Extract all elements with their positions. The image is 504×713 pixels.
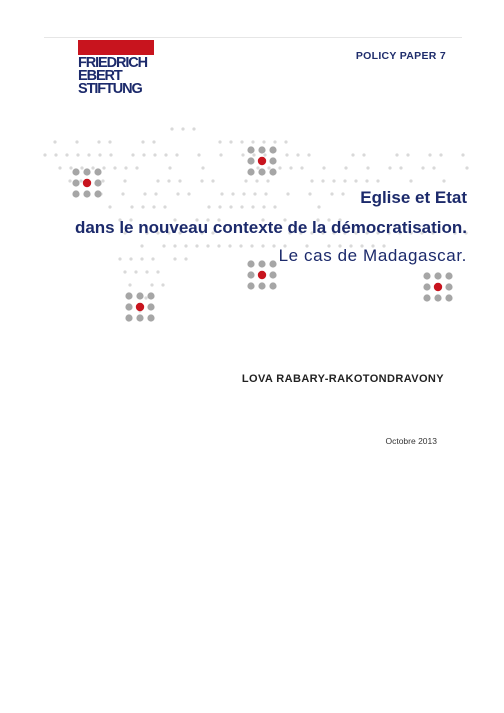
- map-dot: [244, 179, 247, 182]
- map-dot: [421, 166, 424, 169]
- map-dot: [200, 179, 203, 182]
- map-cluster-dot: [269, 157, 276, 164]
- map-dot: [156, 179, 159, 182]
- map-dot: [465, 166, 468, 169]
- map-dot: [330, 192, 333, 195]
- map-dot: [170, 127, 173, 130]
- map-cluster-dot: [423, 272, 430, 279]
- map-cluster-dot: [247, 146, 254, 153]
- map-dot: [284, 140, 287, 143]
- map-dot: [239, 244, 242, 247]
- map-highlight-dot: [83, 179, 91, 187]
- map-dot: [143, 192, 146, 195]
- map-dot: [154, 192, 157, 195]
- map-dot: [255, 179, 258, 182]
- map-cluster-dot: [445, 283, 452, 290]
- map-dot: [135, 166, 138, 169]
- map-cluster-dot: [445, 294, 452, 301]
- map-dot: [76, 153, 79, 156]
- map-dot: [307, 153, 310, 156]
- map-cluster-dot: [136, 292, 143, 299]
- map-dot: [310, 179, 313, 182]
- map-dot: [207, 205, 210, 208]
- map-cluster-dot: [83, 168, 90, 175]
- map-dot: [97, 140, 100, 143]
- map-dot: [75, 140, 78, 143]
- map-dot: [123, 270, 126, 273]
- map-cluster-dot: [247, 260, 254, 267]
- map-cluster-dot: [258, 260, 265, 267]
- map-cluster-dot: [125, 303, 132, 310]
- map-dot: [195, 244, 198, 247]
- map-dot: [250, 244, 253, 247]
- logo-line-2: EBERT: [78, 68, 122, 84]
- map-dot: [206, 244, 209, 247]
- map-dot: [428, 153, 431, 156]
- map-dot: [145, 270, 148, 273]
- map-cluster-dot: [434, 272, 441, 279]
- map-dot: [197, 153, 200, 156]
- map-dot: [241, 153, 244, 156]
- map-cluster-dot: [269, 282, 276, 289]
- map-dot: [173, 257, 176, 260]
- map-dot: [285, 153, 288, 156]
- map-dot: [439, 153, 442, 156]
- map-dot: [351, 153, 354, 156]
- logo-line-3: STIFTUNG: [78, 81, 142, 97]
- map-dot: [163, 205, 166, 208]
- map-cluster-dot: [269, 168, 276, 175]
- map-dot: [65, 153, 68, 156]
- map-dot: [178, 179, 181, 182]
- map-dot: [141, 205, 144, 208]
- logo-line-1: FRIEDRICH: [78, 55, 148, 71]
- map-dot: [173, 244, 176, 247]
- map-dot: [175, 153, 178, 156]
- title-line-2: dans le nouveau contexte de la démocratisation.: [74, 218, 467, 237]
- map-dot: [272, 244, 275, 247]
- map-dot: [273, 140, 276, 143]
- map-dot: [53, 140, 56, 143]
- map-cluster-dot: [247, 271, 254, 278]
- map-dot: [240, 205, 243, 208]
- map-dot: [130, 205, 133, 208]
- map-cluster-dot: [247, 168, 254, 175]
- map-dot: [253, 192, 256, 195]
- map-dot: [108, 205, 111, 208]
- map-cluster-dot: [247, 157, 254, 164]
- map-cluster-dot: [94, 179, 101, 186]
- map-cluster-dot: [125, 292, 132, 299]
- map-dot: [263, 153, 266, 156]
- map-dot: [308, 192, 311, 195]
- map-dot: [229, 140, 232, 143]
- map-dot: [129, 257, 132, 260]
- map-dot: [409, 179, 412, 182]
- map-dot: [365, 179, 368, 182]
- map-dot: [406, 153, 409, 156]
- map-dot: [278, 166, 281, 169]
- map-cluster-dot: [269, 271, 276, 278]
- map-dot: [262, 205, 265, 208]
- map-dot: [168, 166, 171, 169]
- map-dot: [251, 205, 254, 208]
- map-dot: [300, 166, 303, 169]
- map-cluster-dot: [147, 303, 154, 310]
- title-line-3: Le cas de Madagascar.: [278, 246, 467, 265]
- map-dot: [201, 166, 204, 169]
- map-dot: [217, 244, 220, 247]
- map-highlight-dot: [434, 283, 442, 291]
- map-dot: [252, 153, 255, 156]
- map-cluster-dot: [445, 272, 452, 279]
- publication-date: Octobre 2013: [385, 436, 437, 446]
- map-dot: [362, 153, 365, 156]
- map-dot: [87, 153, 90, 156]
- map-dot: [187, 192, 190, 195]
- author-name: LOVA RABARY-RAKOTONDRAVONY: [241, 373, 444, 385]
- map-dot: [131, 153, 134, 156]
- map-dot: [184, 257, 187, 260]
- map-cluster-dot: [94, 168, 101, 175]
- map-dot: [156, 270, 159, 273]
- map-dot: [58, 166, 61, 169]
- map-dot: [395, 153, 398, 156]
- map-dot: [343, 179, 346, 182]
- map-dot: [80, 166, 83, 169]
- map-dot: [113, 166, 116, 169]
- map-dot: [152, 140, 155, 143]
- map-cluster-dot: [258, 146, 265, 153]
- map-dot: [176, 192, 179, 195]
- series-label: POLICY PAPER 7: [355, 50, 446, 62]
- map-dot: [220, 192, 223, 195]
- map-dot: [151, 257, 154, 260]
- map-dot: [228, 244, 231, 247]
- map-highlight-dot: [258, 157, 266, 165]
- map-dot: [262, 140, 265, 143]
- map-cluster-dot: [83, 190, 90, 197]
- map-dot: [98, 153, 101, 156]
- map-dot: [54, 153, 57, 156]
- map-cluster-dot: [147, 314, 154, 321]
- map-dot: [161, 283, 164, 286]
- map-cluster-dot: [423, 283, 430, 290]
- map-dot: [264, 192, 267, 195]
- map-cluster-dot: [247, 282, 254, 289]
- map-cluster-dot: [258, 168, 265, 175]
- map-dot: [144, 296, 147, 299]
- map-dot: [341, 192, 344, 195]
- map-dot: [261, 244, 264, 247]
- map-dot: [219, 153, 222, 156]
- map-dot: [102, 166, 105, 169]
- map-dot: [251, 140, 254, 143]
- map-dot: [134, 270, 137, 273]
- map-dot: [167, 179, 170, 182]
- map-dot: [321, 179, 324, 182]
- map-dot: [142, 153, 145, 156]
- map-cluster-dot: [136, 314, 143, 321]
- map-dot: [128, 283, 131, 286]
- map-dot: [109, 153, 112, 156]
- map-dot: [218, 205, 221, 208]
- map-cluster-dot: [72, 179, 79, 186]
- map-dot: [273, 205, 276, 208]
- map-cluster-dot: [125, 314, 132, 321]
- map-dot: [101, 179, 104, 182]
- map-dot: [322, 166, 325, 169]
- map-dot: [79, 179, 82, 182]
- map-dot: [366, 166, 369, 169]
- map-dot: [229, 205, 232, 208]
- title-line-1: Eglise et Etat: [360, 188, 467, 207]
- map-cluster-dot: [423, 294, 430, 301]
- map-dot: [461, 153, 464, 156]
- map-dot: [432, 166, 435, 169]
- map-dot: [388, 166, 391, 169]
- map-cluster-dot: [269, 260, 276, 267]
- map-dot: [152, 205, 155, 208]
- map-dot: [286, 192, 289, 195]
- map-dot: [192, 127, 195, 130]
- map-highlight-dot: [258, 271, 266, 279]
- map-dot: [376, 179, 379, 182]
- map-highlight-dot: [136, 303, 144, 311]
- map-cluster-dot: [94, 190, 101, 197]
- map-dot: [140, 257, 143, 260]
- map-dot: [164, 153, 167, 156]
- map-dot: [354, 179, 357, 182]
- map-dot: [266, 179, 269, 182]
- map-dot: [68, 179, 71, 182]
- map-dot: [124, 166, 127, 169]
- map-dot: [43, 153, 46, 156]
- map-dot: [317, 205, 320, 208]
- map-dot: [162, 244, 165, 247]
- map-dot: [141, 140, 144, 143]
- map-dot: [399, 166, 402, 169]
- map-dot: [150, 283, 153, 286]
- map-dot: [242, 192, 245, 195]
- map-cluster-dot: [434, 294, 441, 301]
- map-dot: [69, 166, 72, 169]
- map-dot: [140, 244, 143, 247]
- map-dot: [181, 127, 184, 130]
- map-cluster-dot: [258, 282, 265, 289]
- map-dot: [442, 179, 445, 182]
- map-dot: [332, 179, 335, 182]
- map-dot: [184, 244, 187, 247]
- map-cluster-dot: [269, 146, 276, 153]
- map-dot: [91, 166, 94, 169]
- map-dot: [108, 140, 111, 143]
- map-dot: [118, 257, 121, 260]
- map-dot: [231, 192, 234, 195]
- map-dot: [344, 166, 347, 169]
- map-dot: [218, 140, 221, 143]
- map-dot: [211, 179, 214, 182]
- map-dot: [121, 192, 124, 195]
- map-cluster-dot: [147, 292, 154, 299]
- map-dot: [123, 179, 126, 182]
- map-dot: [256, 166, 259, 169]
- map-dot: [267, 166, 270, 169]
- map-cluster-dot: [72, 168, 79, 175]
- map-cluster-dot: [72, 190, 79, 197]
- map-dot: [289, 166, 292, 169]
- map-dot: [240, 140, 243, 143]
- map-dot: [153, 153, 156, 156]
- map-dot: [296, 153, 299, 156]
